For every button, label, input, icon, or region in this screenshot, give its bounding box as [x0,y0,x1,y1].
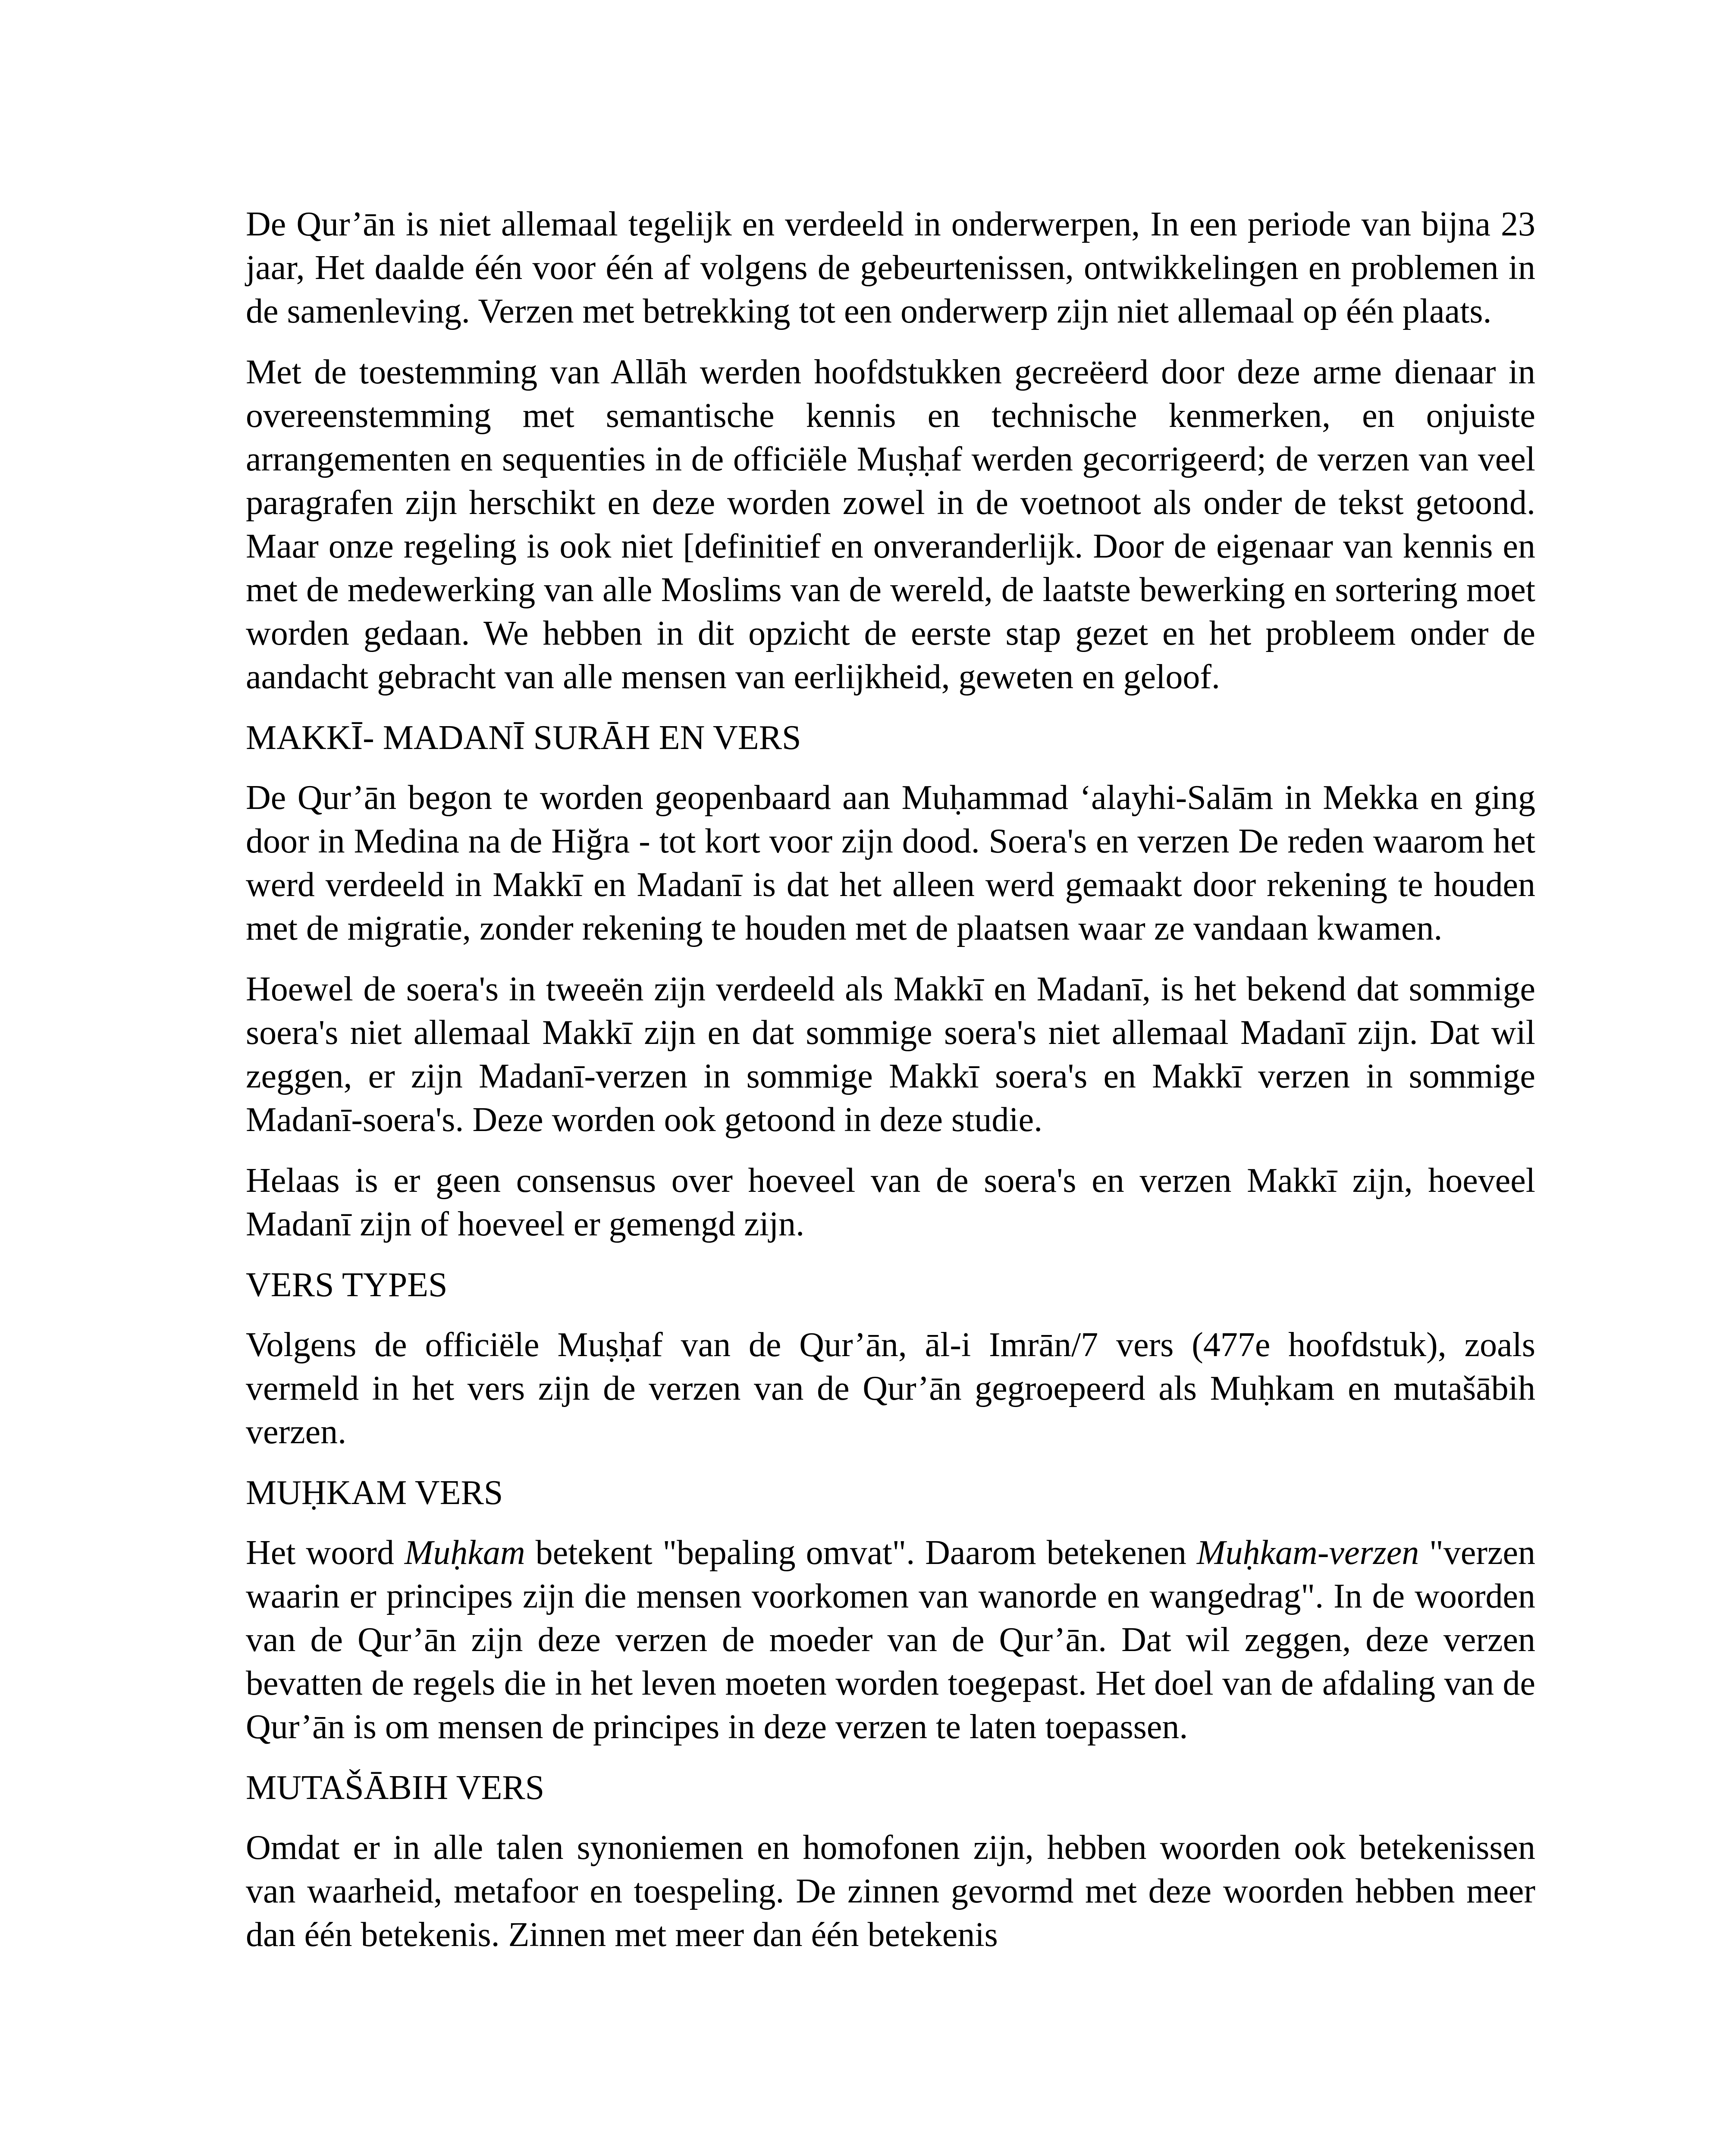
paragraph-mutasabih: Omdat er in alle talen synoniemen en homofonen zijn, hebben woorden ook betekenissen van waarheid, metafoor en toespeling. De zinnen gevormd met deze woorden hebben meer dan één betekenis. Zinnen met meer dan één betekenis [246,1829,1535,1954]
paragraph-mushaf: Volgens de officiële Muṣḥaf van de Qur’ān, āl-i Imrān/7 vers (477e hoofdstuk), zoals vermeld in het vers zijn de verzen van de Qur’ān gegroepeerd als Muḥkam en mutašābih verzen. [246,1326,1535,1451]
muhkam-text-e: "verzen waarin er principes zijn die mensen voorkomen van wanorde en wangedrag". In de woorden van de Qur’ān zijn deze verzen de moeder van de Qur’ān. Dat wil zeggen, deze verzen bevatten de regels die in het leven moeten worden toegepast. Het doel van de afdaling van de Qur’ān is om mensen de principes in deze verzen te laten toepassen. [246,1534,1535,1746]
muhkam-text-a: Het woord [246,1534,405,1572]
heading-mutasabih: MUTAŠĀBIH VERS [246,1769,545,1807]
page-body [246,203,1535,1974]
muhkam-term: Muḥkam [404,1534,525,1572]
muhkam-verzen-term: Muḥkam-verzen [1196,1534,1419,1572]
heading-vers-types: VERS TYPES [246,1266,448,1304]
paragraph-chapters: Met de toestemming van Allāh werden hoofdstukken gecreëerd door deze arme dienaar in overeenstemming met semantische kennis en technische kenmerken, en onjuiste arrangementen en sequenties in de officiële Muṣḥaf werden gecorrigeerd; de verzen van veel paragrafen zijn herschikt en deze worden zowel in de voetnoot als onder de tekst getoond. Maar onze regeling is ook niet [definitief en onveranderlijk. Door de eigenaar van kennis en met de medewerking van alle Moslims van de wereld, de laatste bewerking en sortering moet worden gedaan. We hebben in dit opzicht de eerste stap gezet en het probleem onder de aandacht gebracht van alle mensen van eerlijkheid, geweten en geloof. [246,353,1535,696]
paragraph-division: Hoewel de soera's in tweeën zijn verdeeld als Makkī en Madanī, is het bekend dat sommige soera's niet allemaal Makkī zijn en dat sommige soera's niet allemaal Madanī zijn. Dat wil zeggen, er zijn Madanī-verzen in sommige Makkī soera's en Makkī verzen in sommige Madanī-soera's. Deze worden ook getoond in deze studie. [246,970,1535,1139]
heading-muhkam: MUḤKAM VERS [246,1474,503,1512]
heading-makki-madani: MAKKĪ- MADANĪ SURĀH EN VERS [246,719,801,757]
paragraph-revelation: De Qur’ān is niet allemaal tegelijk en verdeeld in onderwerpen, In een periode van bijna 23 jaar, Het daalde één voor één af volgens de gebeurtenissen, ontwikkelingen en problemen in de samenleving. Verzen met betrekking tot een onderwerp zijn niet allemaal op één plaats. [246,205,1535,330]
muhkam-text-c: betekent "bepaling omvat". Daarom betekenen [525,1534,1197,1572]
paragraph-consensus: Helaas is er geen consensus over hoeveel van de soera's en verzen Makkī zijn, hoeveel Madanī zijn of hoeveel er gemengd zijn. [246,1162,1535,1243]
paragraph-muhkam [246,1531,1535,1749]
paragraph-mecca-medina: De Qur’ān begon te worden geopenbaard aan Muḥammad ‘alayhi-Salām in Mekka en ging door in Medina na de Hiğra - tot kort voor zijn dood. Soera's en verzen De reden waarom het werd verdeeld in Makkī en Madanī is dat het alleen werd gemaakt door rekening te houden met de migratie, zonder rekening te houden met de plaatsen waar ze vandaan kwamen. [246,779,1535,947]
